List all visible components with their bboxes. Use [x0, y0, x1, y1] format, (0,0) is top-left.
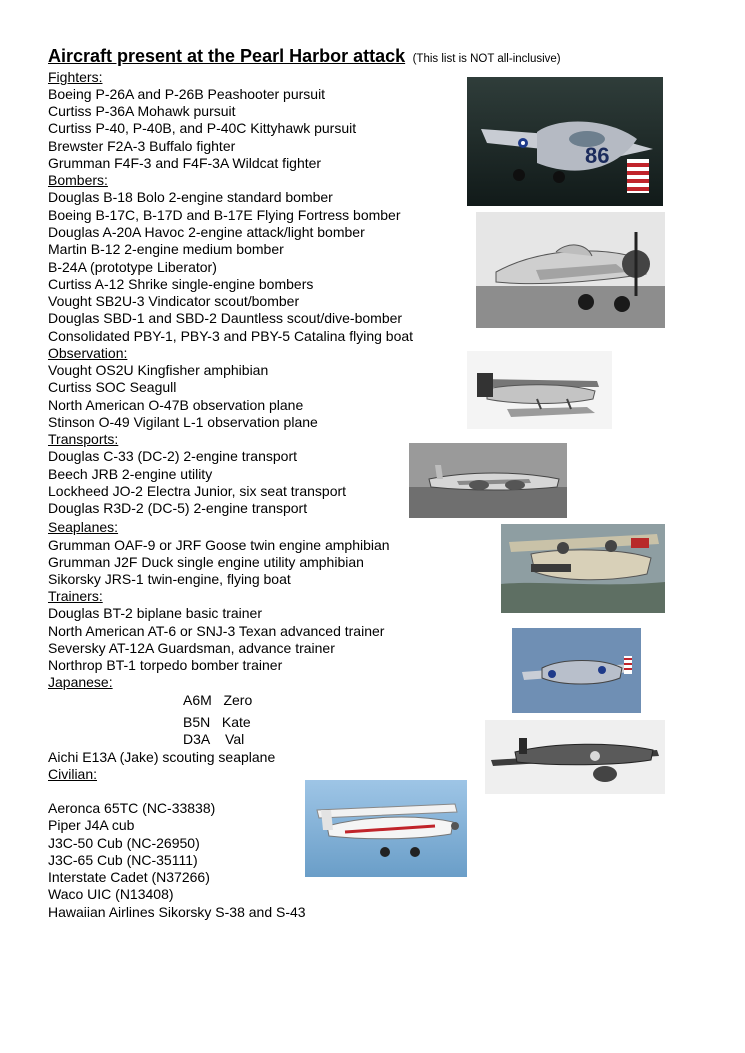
section-header-seaplanes: Seaplanes: — [48, 519, 119, 535]
list-item: Piper J4A cub — [48, 817, 135, 833]
list-item: Grumman OAF-9 or JRF Goose twin engine amphibian — [48, 537, 390, 553]
aircraft-photo-seaplane — [501, 524, 665, 613]
aircraft-photo-trainer — [512, 628, 641, 713]
list-item: Waco UIC (N13408) — [48, 886, 174, 902]
list-item: Douglas A-20A Havoc 2-engine attack/light bomber — [48, 224, 365, 240]
list-item: Douglas C-33 (DC-2) 2-engine transport — [48, 448, 297, 464]
list-item: Sikorsky JRS-1 twin-engine, flying boat — [48, 571, 291, 587]
list-item: Boeing P-26A and P-26B Peashooter pursuit — [48, 86, 326, 102]
list-item: D3A Val — [183, 731, 245, 747]
list-item: Grumman J2F Duck single engine utility amphibian — [48, 554, 364, 570]
list-item: Boeing B-17C, B-17D and B-17E Flying Fortress bomber — [48, 207, 401, 223]
list-item: Vought SB2U-3 Vindicator scout/bomber — [48, 293, 300, 309]
list-item: Curtiss P-36A Mohawk pursuit — [48, 103, 236, 119]
list-item: North American AT-6 or SNJ-3 Texan advanced trainer — [48, 623, 385, 639]
list-item: North American O-47B observation plane — [48, 397, 304, 413]
list-item: Beech JRB 2-engine utility — [48, 466, 213, 482]
list-item: Douglas SBD-1 and SBD-2 Dauntless scout/dive-bomber — [48, 310, 403, 326]
list-item: Seversky AT-12A Guardsman, advance trainer — [48, 640, 335, 656]
section-header-bombers: Bombers: — [48, 172, 108, 188]
list-item: J3C-50 Cub (NC-26950) — [48, 835, 200, 851]
aircraft-photo-civilian — [305, 780, 467, 877]
list-item: Interstate Cadet (N37266) — [48, 869, 210, 885]
list-item: Northrop BT-1 torpedo bomber trainer — [48, 657, 283, 673]
list-item: Douglas R3D-2 (DC-5) 2-engine transport — [48, 500, 308, 516]
list-item: B5N Kate — [183, 714, 251, 730]
section-header-fighters: Fighters: — [48, 69, 103, 85]
list-item: Aeronca 65TC (NC-33838) — [48, 800, 216, 816]
list-item: Vought OS2U Kingfisher amphibian — [48, 362, 269, 378]
title-line — [48, 46, 561, 67]
section-header-japanese: Japanese: — [48, 674, 113, 690]
list-item: B-24A (prototype Liberator) — [48, 259, 217, 275]
list-item: Aichi E13A (Jake) scouting seaplane — [48, 749, 276, 765]
list-item: Douglas B-18 Bolo 2-engine standard bomber — [48, 189, 333, 205]
aircraft-photo-japanese — [485, 720, 665, 794]
page-subtitle: (This list is NOT all-inclusive) — [412, 53, 561, 65]
section-header-civilian: Civilian: — [48, 766, 98, 782]
list-item: Grumman F4F-3 and F4F-3A Wildcat fighter — [48, 155, 322, 171]
list-item: Curtiss SOC Seagull — [48, 379, 177, 395]
list-item: Lockheed JO-2 Electra Junior, six seat transport — [48, 483, 347, 499]
list-item: Hawaiian Airlines Sikorsky S-38 and S-43 — [48, 904, 306, 920]
list-item: Douglas BT-2 biplane basic trainer — [48, 605, 263, 621]
list-item: Stinson O-49 Vigilant L-1 observation plane — [48, 414, 318, 430]
list-item: Brewster F2A-3 Buffalo fighter — [48, 138, 236, 154]
photo-marking: 86 — [585, 143, 610, 168]
list-item: A6M Zero — [183, 692, 253, 708]
list-item: Curtiss A-12 Shrike single-engine bombers — [48, 276, 314, 292]
section-header-observation: Observation: — [48, 345, 128, 361]
section-header-trainers: Trainers: — [48, 588, 103, 604]
page-title: Aircraft present at the Pearl Harbor attack — [48, 46, 406, 66]
list-item: J3C-65 Cub (NC-35111) — [48, 852, 198, 868]
aircraft-photo-transport — [409, 443, 567, 518]
list-item: Curtiss P-40, P-40B, and P-40C Kittyhawk pursuit — [48, 120, 357, 136]
list-item: Martin B-12 2-engine medium bomber — [48, 241, 284, 257]
aircraft-photo-peashooter — [476, 212, 665, 328]
aircraft-photo-floatplane — [467, 351, 612, 429]
list-item: Consolidated PBY-1, PBY-3 and PBY-5 Catalina flying boat — [48, 328, 414, 344]
aircraft-photo-fighter — [467, 77, 663, 206]
section-header-transports: Transports: — [48, 431, 119, 447]
